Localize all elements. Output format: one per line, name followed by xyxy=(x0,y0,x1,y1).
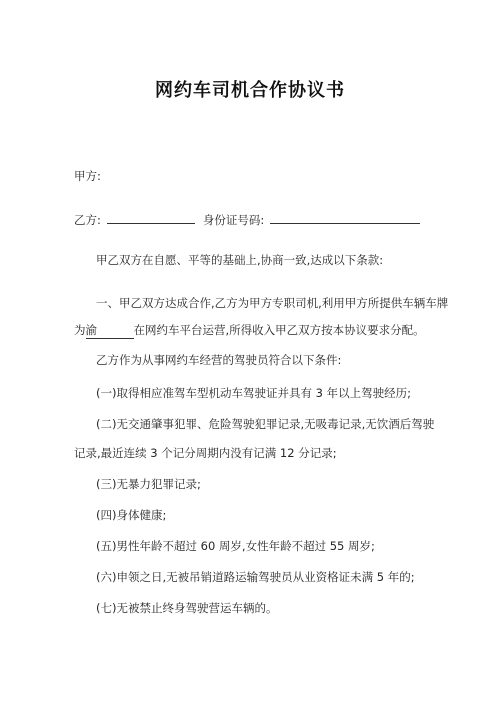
clause1-prefix: 为 xyxy=(74,323,86,337)
party-b-label: 乙方: xyxy=(74,213,101,227)
plate-number-field[interactable] xyxy=(86,322,134,339)
plate-number-value: 渝 xyxy=(85,323,97,337)
clause1-line1: 一、甲乙双方达成合作,乙方为甲方专职司机,利用甲方所提供车辆车牌 xyxy=(96,296,449,310)
condition-3: (三)无暴力犯罪记录; xyxy=(96,477,201,491)
party-a-label: 甲方: xyxy=(74,169,101,183)
clause1-suffix: 在网约车平台运营,所得收入甲乙双方按本协议要求分配。 xyxy=(133,323,425,337)
condition-4: (四)身体健康; xyxy=(96,508,167,522)
condition-6: (六)申领之日,无被吊销道路运输驾驶员从业资格证未满 5 年的; xyxy=(96,570,415,584)
condition-5: (五)男性年龄不超过 60 周岁,女性年龄不超过 55 周岁; xyxy=(96,539,375,553)
condition-2-line1: (二)无交通肇事犯罪、危险驾驶犯罪记录,无吸毒记录,无饮酒后驾驶 xyxy=(96,417,435,431)
conditions-intro: 乙方作为从事网约车经营的驾驶员符合以下条件: xyxy=(96,353,342,367)
id-number-label: 身份证号码: xyxy=(202,213,265,227)
party-b-row xyxy=(74,210,420,228)
clause1-line2 xyxy=(74,322,425,339)
document-title: 网约车司机合作协议书 xyxy=(155,80,345,101)
condition-7: (七)无被禁止终身驾驶营运车辆的。 xyxy=(96,601,278,615)
condition-2-line2: 记录,最近连续 3 个记分周期内没有记满 12 分记录; xyxy=(74,446,337,460)
intro-paragraph: 甲乙双方在自愿、平等的基础上,协商一致,达成以下条款: xyxy=(96,253,384,267)
party-b-name-field[interactable] xyxy=(107,210,195,224)
id-number-field[interactable] xyxy=(270,210,420,224)
condition-1: (一)取得相应准驾车型机动车驾驶证并具有 3 年以上驾驶经历; xyxy=(96,386,411,400)
